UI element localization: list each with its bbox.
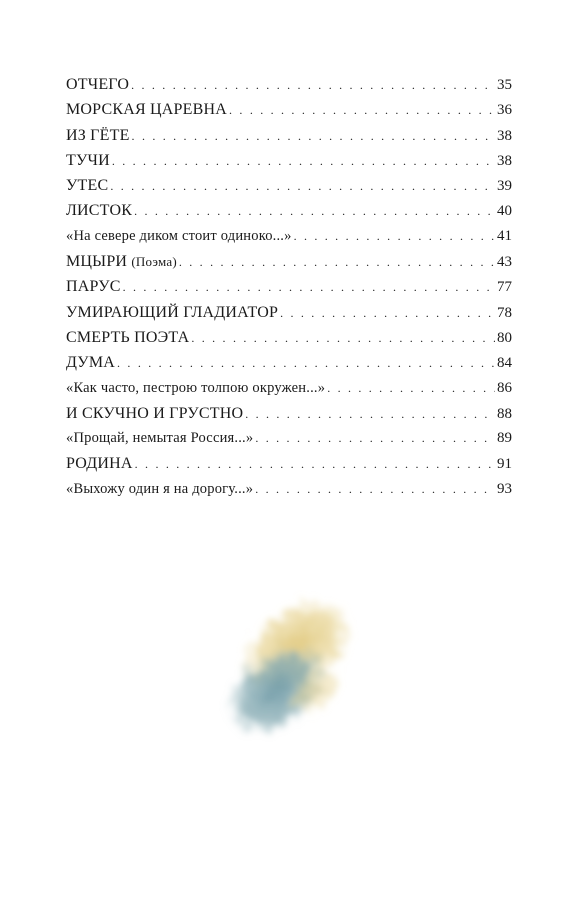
- dot-leader: [112, 149, 495, 174]
- dot-leader: [110, 174, 495, 199]
- toc-entry: [66, 224, 512, 249]
- toc-entry-title: [66, 350, 115, 375]
- toc-entry-title-text: ПАРУС: [66, 278, 121, 296]
- toc-entry-title-text: ОТЧЕГО: [66, 76, 130, 93]
- toc-entry-title-text: СМЕРТЬ ПОЭТА: [66, 328, 190, 346]
- toc-entry-title-text: ЛИСТОК: [66, 202, 133, 220]
- toc-entry-title-text: И СКУЧНО И ГРУСТНО: [66, 404, 244, 422]
- dot-leader: [179, 250, 495, 275]
- dot-leader: [294, 224, 495, 249]
- toc-entry-page-number: 35: [497, 77, 512, 93]
- toc-entry-page-number: 38: [497, 127, 512, 144]
- dot-leader: [245, 402, 495, 427]
- toc-entry-title: [66, 148, 110, 173]
- toc-entry: [66, 477, 512, 502]
- toc-entry-title: [66, 249, 177, 274]
- toc-entry-title: [66, 123, 130, 148]
- toc-entry-title-text: МОРСКАЯ ЦАРЕВНА: [66, 101, 228, 119]
- toc-entry-title-text: «На севере диком стоит одиноко...»: [66, 227, 292, 244]
- toc-entry-title: [66, 274, 121, 299]
- dot-leader: [255, 477, 495, 502]
- toc-entry-title: [66, 477, 253, 502]
- toc-entry: [66, 325, 512, 350]
- dot-leader: [255, 426, 495, 451]
- toc-entry-page-number: 86: [497, 379, 512, 396]
- toc-entry-title-text: УМИРАЮЩИЙ ГЛАДИАТОР: [66, 303, 279, 321]
- toc-entry-title: [66, 72, 129, 97]
- toc-entry-page-number: 77: [497, 279, 512, 296]
- toc-entry: [66, 123, 512, 148]
- toc-entry-title-text: «Выхожу один я на дорогу...»: [66, 480, 254, 497]
- toc-entry-page-number: 89: [497, 430, 512, 447]
- toc-entry-page-number: 41: [497, 227, 512, 244]
- toc-entry: [66, 300, 512, 325]
- toc-entry-title: [66, 451, 133, 476]
- toc-entry-title: [66, 401, 243, 426]
- toc-entry-title-text: ТУЧИ: [66, 151, 110, 169]
- toc-entry-title-text: ИЗ ГЁТЕ: [66, 126, 130, 144]
- toc-entry-title: [66, 325, 189, 350]
- toc-entry-page-number: 84: [497, 355, 512, 372]
- watercolor-blot-icon: [185, 585, 385, 765]
- dot-leader: [123, 275, 495, 300]
- toc-entry-title-text: РОДИНА: [66, 455, 133, 473]
- dot-leader: [191, 326, 495, 351]
- dot-leader: [327, 376, 495, 401]
- table-of-contents: [66, 72, 512, 502]
- toc-entry-title: [66, 376, 325, 401]
- toc-entry-title: [66, 426, 253, 451]
- toc-entry-page-number: 80: [497, 329, 512, 346]
- toc-entry-title: [66, 198, 132, 223]
- toc-entry-title-text: «Прощай, немытая Россия...»: [66, 430, 254, 447]
- toc-entry-title: [66, 97, 227, 122]
- toc-entry-title-text: МЦЫРИ: [66, 253, 128, 271]
- toc-entry-note: (Поэма): [131, 254, 177, 270]
- toc-entry: [66, 350, 512, 375]
- toc-entry-title: [66, 224, 292, 249]
- toc-entry-title-text: «Как часто, пестрою толпою окружен...»: [66, 379, 326, 396]
- toc-entry-title: [66, 173, 108, 198]
- toc-entry: [66, 451, 512, 476]
- toc-entry-page-number: 39: [497, 178, 512, 195]
- toc-entry: [66, 72, 512, 97]
- toc-entry-page-number: 91: [497, 456, 512, 473]
- dot-leader: [135, 452, 495, 477]
- toc-entry-page-number: 36: [497, 102, 512, 119]
- toc-entry-title-text: УТЕС: [66, 177, 109, 195]
- toc-entry-page-number: 43: [497, 254, 512, 271]
- toc-entry-title-text: ДУМА: [66, 354, 116, 372]
- toc-entry-page-number: 40: [497, 203, 512, 220]
- toc-entry-page-number: 93: [497, 480, 512, 497]
- dot-leader: [134, 199, 495, 224]
- toc-entry-page-number: 88: [497, 405, 512, 422]
- toc-entry-page-number: 78: [497, 304, 512, 321]
- toc-entry: [66, 198, 512, 223]
- toc-entry: [66, 249, 512, 274]
- dot-leader: [117, 351, 495, 376]
- toc-entry-title: [66, 300, 278, 325]
- toc-entry: [66, 426, 512, 451]
- toc-entry: [66, 401, 512, 426]
- dot-leader: [280, 301, 495, 326]
- toc-entry: [66, 97, 512, 122]
- toc-entry: [66, 173, 512, 198]
- toc-entry: [66, 376, 512, 401]
- toc-entry-page-number: 38: [497, 152, 512, 169]
- toc-entry: [66, 148, 512, 173]
- dot-leader: [131, 73, 495, 98]
- dot-leader: [132, 124, 495, 149]
- toc-entry: [66, 274, 512, 299]
- dot-leader: [229, 98, 495, 123]
